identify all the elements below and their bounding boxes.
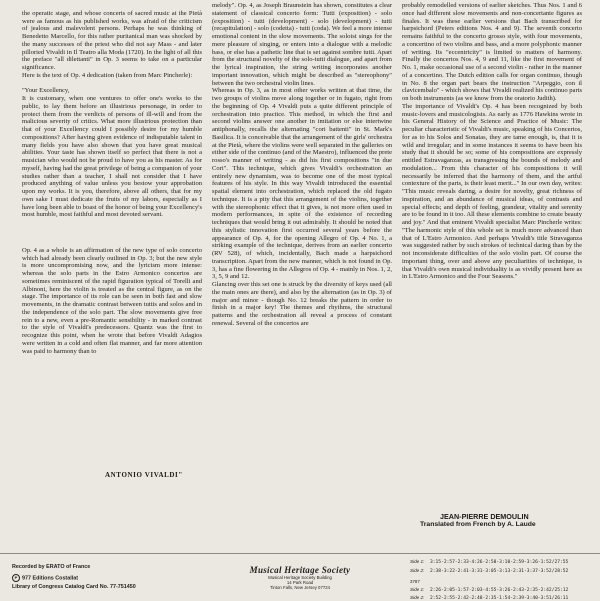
label-logo: Musical Heritage Society [249, 565, 351, 575]
timing-row: Side 1: 3:15-2:57-2:33-4:26-2:58-3:10-2:59-3:26-1:52/27:55 [410, 559, 569, 565]
copyright-line [12, 574, 78, 582]
column-1-text-b: Op. 4 as a whole is an affirmation of the new type of solo concerto which had already been clearly outlined in Op. 3; but the new style is more uncompromising now, and the lyricism more intense: whereas the solo parts in the Estro Armonico concertos are sometimes reminiscent of the rapid figuration typical of Torelli and Albinoni, here the violin is treated as the central figure, as on the stage. The importance of its role can be seen in both fast and slow movements, in the dramatic contrast between tuttis and solos and in the independence of the solo part. The slow movements give free rein to a new, even a pre-Romantic sensibility - in marked contrast to the style of Vivaldi's predecessors. Quantz was the first to recognize this point, when he wrote that before Vivaldi Adagios were written in a cold and often flat manner, and far more attention was paid to harmony than to [22, 246, 202, 355]
label-block [220, 565, 380, 591]
vivaldi-signature: ANTONIO VIVALDI" [105, 471, 183, 479]
footer [0, 555, 600, 600]
timing-row: Side 2: 2:38-3:22-2:41-3:31-3:05-3:13-2:31-3:37-3:52/28:52 [410, 568, 569, 574]
recorded-by: Recorded by ERATO of France [12, 564, 91, 570]
copyright-text: 977 Editions Costallat [22, 575, 79, 582]
address-line-1: Musical Heritage Society Building [268, 575, 332, 580]
liner-notes-column-2: melody". Op. 4, as Joseph Braunstein has shown, constitutes a clear statement of classical concerto form: Tutti (exposition) - solo (exposition) - tutti (development) - solo (development) - tutti (recapitulation) - solo (codetta) - tutti (coda). We feel a more intense emotional content in the slow movements. The soloist sings for the mere pleasure of singing, or enters into a dialogue with a melodic bass, or else has a pathetic line that is set against sombre tutti. Apart from the structural novelty of the solo-tutti dialogue, and apart from the lyrical inspiration, the string writing incorporates another important innovation, which might be described as "stereophony" between the two orchestral violin lines. Whereas in Op. 3, as in most other works written at that time, the two groups of violins move along together or in fugato, right from the beginning of Op. 4 Vivaldi puts a quite different principle of orchestration into practice. This method, in which the first and second violins answer one another in imitation or else intertwine antiphonally, recalls the alternating "cori battenti" in St. Mark's Basilica. It is conceivable that the arrangement of the girls' orchestra at the Pietà, where the violins were well separated in the galleries on either side of the continuo (and of the Maestro), influenced the prete rosso's manner of writing - as did his first compositions "in due Cori". This technique, which gives Vivaldi's orchestration an entirely new dynamism, was to become one of the most typical features of his style. In this way Vivaldi introduced the essential spatial element into orchestration, which replaced the old fugato technique. It is a pity that this arrangement of the violins, together with the stereophonic effect that it gives, is not more often used in modern performances, in spite of the existence of recording techniques that would bring it out admirably. It should be noted that this stylistic innovation first occurred several years before the appearance of Op. 4, for the opening Allegro of Op. 4 No. 1, a striking example of the technique, derives from an earlier concerto (RV 528), of which, incidentally, Bach made a harpsichord transcription. Apart from the new manner, which is not found in Op. 3, has a fine flowering in the Allegros of Op. 4 - mainly in Nos. 1, 2, 3, 5, 9 and 12. Glancing over this set one is struck by the diversity of keys used (all the main ones are there), and also by the alternation (as in Op. 3) of major and minor - though No. 12 breaks the pattern in order to finish in a major key! The themes and rhythms, the structural patterns and the orchestration all reveal a process of constant renewal. Several of the concertos are [212, 2, 392, 327]
translator-credit: Translated from French by A. Laude [420, 521, 536, 528]
footer-divider [0, 553, 600, 554]
timing-row: Side 1: 2:26-2:05-1:57-2:03-4:55-3:26-2:43-2:35-2:42/25:12 [410, 587, 569, 593]
liner-notes-column-3: probably remodelled versions of earlier sketches. Thus Nos. 1 and 6 once had different slow movements and non-concertante figures as finales. It was these earlier versions that Bach transcribed for harpsichord (Peters editions Nos. 4 and 9). The seventh concerto remains faithful to the concerto grosso style, with four movements, a concertino of two violins and bass, and a more polyphonic manner of writing. Its "eccentricity" is limited to matters of harmony. Finally the concertos Nos. 4, 9 and 11, like the first movement of No. 1, make occasional use of a second violin - rather in the manner of a concertino. The Dutch edition calls for organ continuo, though in No. 8 the organ part bears the instruction "Arpeggio, con il clavicembalo" - which shows that Vivaldi realized his continuo parts on both instruments (as we know from the oratorio Judith). The importance of Vivaldi's Op. 4 has been recognized by both music-lovers and musicologists. As early as 1776 Hawkins wrote in his General History of the Science and Practice of Music: The peculiar characteristic of Vivaldi's music, speaking of his Concertos, for as to his Solos and Sonatas, they are tame enough, is, that it is wild and irregular; and in some instances it seems to have been his study that it should be so; some of his compositions are expressly entitled Estravaganzas, as transgressing the bounds of melody and modulation... From this character of his compositions it will necessarily be inferred that the harmony of them, and the artful contexture of the parts, is their least merit..." In our own day, writes: "This music reveals daring, a desire for novelty, great richness of inspiration, and an abundance of musical ideas, of contrasts and special effects; and depth of feeling, grandeur, vitality and serenity are to be found in it too. All these elements combine to create beauty and joy." And that eminent Vivaldi specialist Marc Pincherle writes: "The harmonic style of this whole set is much more advanced than that of L'Estro Armonico. And perhaps Vivaldi's title Stravaganza was suggested rather by such strokes of technical daring than by the not inconsiderate difficulties of the solo violin part. Of course the important thing, over and above any peculiarities of technique, is that Vivaldi's own musical individuality is as vividly present here as in L'Estro Armonico and the Four Seasons." [402, 2, 582, 281]
address-line-3: Tinton Falls, New Jersey 07724 [269, 585, 331, 591]
column-1-text: the operatic stage, and whose concerts of sacred music at the Pietà were as famous as his published works, was afraid of the criticism of jealous and malevolent persons. Perhaps he was thinking of Benedetto Marcello, for this rather puritanical man was shocked by the many successes of the priest who did not say Mass - and later pilloried Vivaldi in Il Teatro alla Moda (1720). In the light of all this the preface "all dilettanti" in Op. 3 seems to take on a particular significance. Here is the text of Op. 4 dedication (taken from Marc Pincherle): "Your Excellency, It is customary, when one ventures to offer one's works to the public, to lay them before an illustrious personage, in order to protect them from the verdicts of persons of ill-will and from the malicious severity of critics. What more illustrious protection than that of your Excellency could I possibly desire for my humble compositions? After having given evidence of indisputable talent in many fields you have also shown that you have great musical abilities. Your taste has shown itself so perfect that there is not a musician who would not be proud to have you as his master. As for myself, having had the great privilege of being a companion of your studies rather than a teacher, I shall not consider that I have produced anything of value unless you bestow your approbation upon my works. It is you, therefore, above all others, that for my own sake I must dedicate the fruits of my labors, especially as I have long been able to boast of the honor of being your Excellency's most humble, most faithful and most devoted servant. [22, 9, 202, 219]
timing-row: Side 2: 2:52-2:55-2:42-2:48-2:35-1:54-2:39-3:40-3:51/26:11 [410, 595, 569, 601]
phonogram-icon: P [12, 574, 20, 582]
author-signature: JEAN-PIERRE DEMOULIN [440, 512, 529, 521]
lc-number: Library of Congress Catalog Card No. 77-751450 [12, 584, 136, 590]
catalog-number: 3787 [410, 579, 420, 584]
signature-spacer [22, 219, 202, 239]
liner-notes-column-1 [22, 2, 202, 452]
address-line-2: 14 Park Road [286, 580, 314, 586]
